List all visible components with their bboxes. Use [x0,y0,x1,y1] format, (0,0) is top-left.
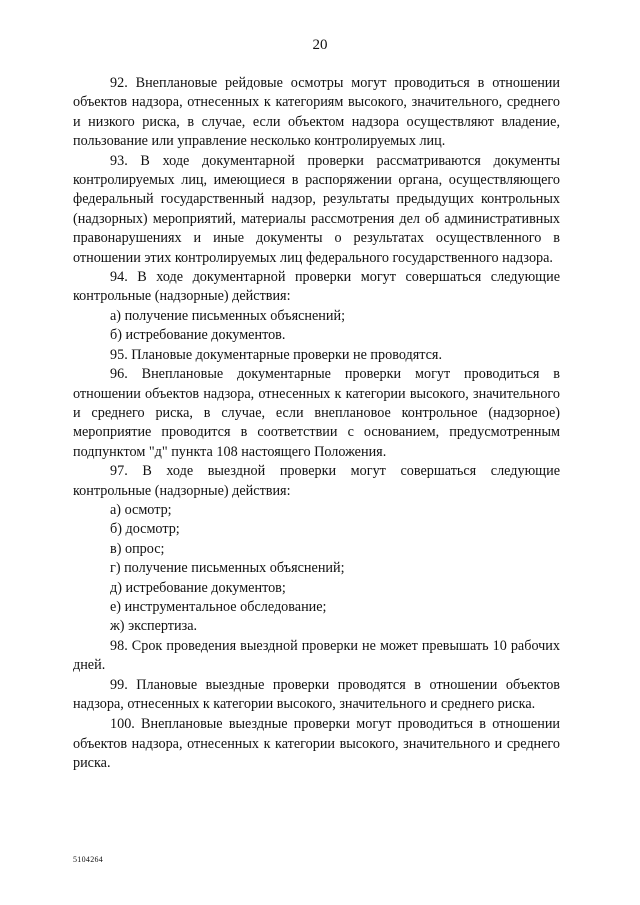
list-item: в) опрос; [110,540,165,557]
paragraph-96: 96. Внеплановые документарные проверки могут проводиться в отношении объектов надзора, отнесенных к категории высокого, значительного и среднего риска, в случае, если внеплановое контрольное (надзорное) мероприятие проводится в соответствии с основанием, предусмотренным подпунктом "д" пункта 108 настоящего Положения. [73,366,560,460]
document-body [73,74,560,774]
paragraph-94: 94. В ходе документарной проверки могут совершаться следующие контрольные (надзорные) действия: [73,269,560,305]
paragraph-99: 99. Плановые выездные проверки проводятся в отношении объектов надзора, отнесенных к категории высокого, значительного и среднего риска. [73,676,560,712]
document-code: 5104264 [73,855,104,864]
list-item: д) истребование документов; [110,579,286,596]
paragraph-97: 97. В ходе выездной проверки могут совершаться следующие контрольные (надзорные) действия: [73,463,560,499]
list-item: е) инструментальное обследование; [110,598,327,615]
paragraph-92: 92. Внеплановые рейдовые осмотры могут проводиться в отношении объектов надзора, отнесенных к категориям высокого, значительного, среднего и низкого риска, в случае, если объектом надзора осуществляют владение, пользование или управление несколько контролируемых лиц. [73,75,560,150]
page-number: 20 [312,37,328,53]
paragraph-98: 98. Срок проведения выездной проверки не может превышать 10 рабочих дней. [73,637,560,674]
paragraph-100: 100. Внеплановые выездные проверки могут проводиться в отношении объектов надзора, отнесенных к категории высокого, значительного и среднего риска. [73,716,560,772]
list-item: г) получение письменных объяснений; [110,560,345,577]
list-item: б) досмотр; [110,521,180,538]
paragraph-95: 95. Плановые документарные проверки не проводятся. [110,346,442,363]
paragraph-93: 93. В ходе документарной проверки рассматриваются документы контролируемых лиц, имеющиеся в распоряжении органа, осуществляющего федеральный государственный надзор, результаты предыдущих контрольных (надзорных) мероприятий, материалы рассмотрения дел об административных правонарушениях и иные документы о результатах осуществленного в отношении этих контролируемых лиц федерального государственного надзора. [73,152,560,266]
list-item: а) получение письменных объяснений; [110,307,346,324]
list-item: б) истребование документов. [110,327,286,344]
list-item: ж) экспертиза. [110,618,198,635]
list-item: а) осмотр; [110,501,172,518]
